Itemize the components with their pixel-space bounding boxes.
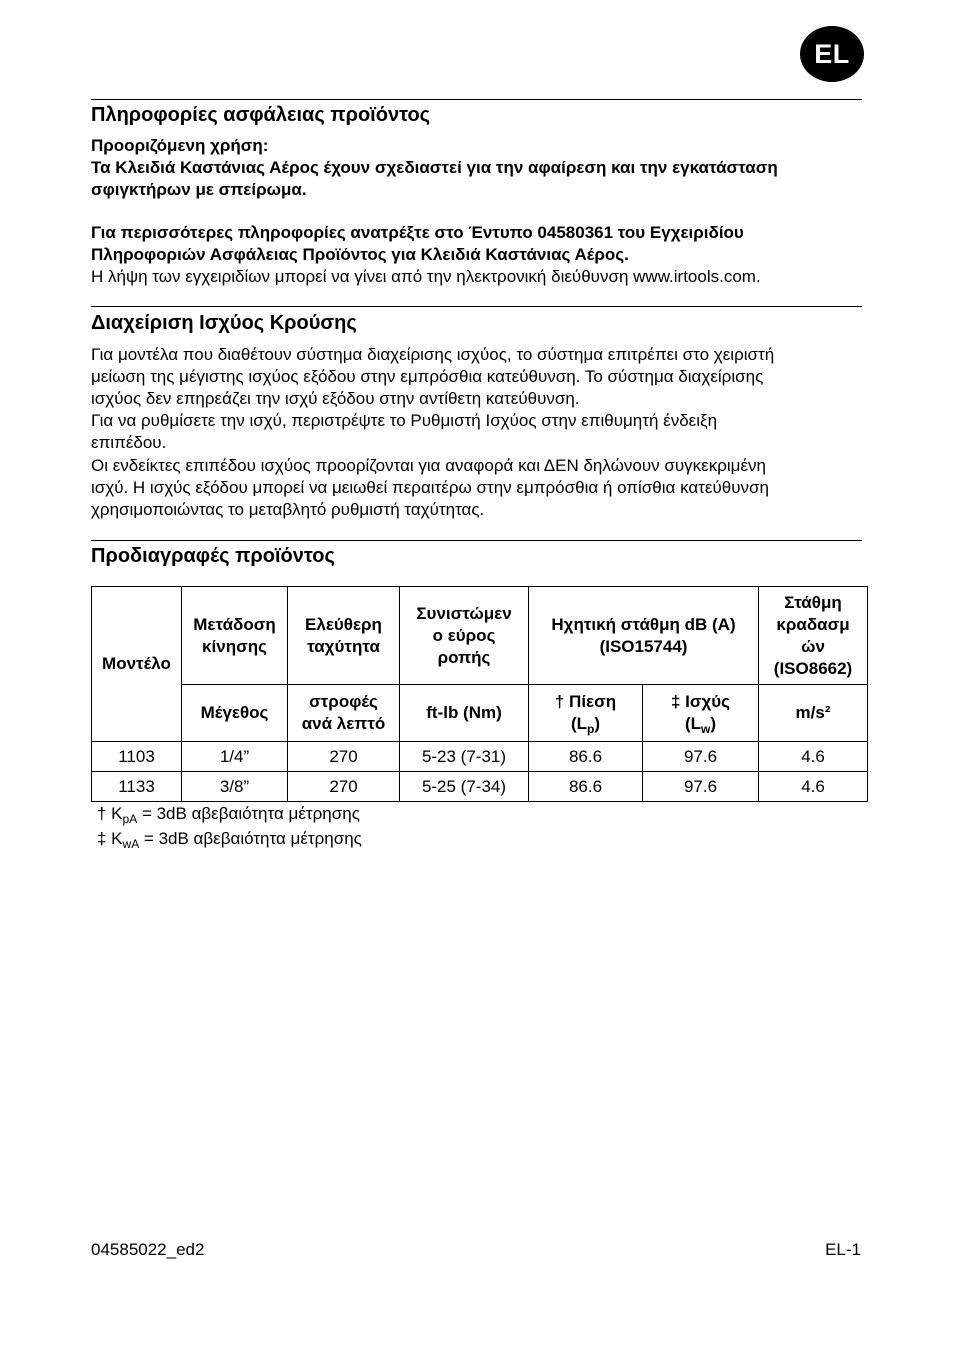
cell-pressure: 86.6 xyxy=(529,742,643,772)
unit-rpm: στροφές ανά λεπτό xyxy=(288,685,400,742)
footnote-power: ‡ $K_{wA} = 3dB$ αβεβαιότητα μέτρησης xyxy=(97,829,362,851)
power-text-line: χρησιμοποιώντας το μεταβλητό ρυθμιστή ταχύτητας. xyxy=(91,500,485,519)
col-header-torque: Συνιστώμεν ο εύρος ροπής xyxy=(400,587,529,685)
table-row xyxy=(92,742,868,772)
unit-vibration: m/s² xyxy=(759,685,868,742)
document-id: 04585022_ed2 xyxy=(91,1240,205,1259)
specs-heading: Προδιαγραφές προϊόντος xyxy=(91,545,335,567)
specs-table xyxy=(91,586,868,802)
cell-power: 97.6 xyxy=(643,772,759,802)
cell-power: 97.6 xyxy=(643,742,759,772)
cell-torque: 5-25 (7-34) xyxy=(400,772,529,802)
unit-pressure: † Πίεση $(L_p)$ xyxy=(529,685,643,742)
power-heading: Διαχείριση Ισχύος Κρούσης xyxy=(91,312,357,334)
page-number: EL-1 xyxy=(825,1240,861,1259)
col-header-model: Μοντέλο xyxy=(92,587,182,742)
cell-model: 1133 xyxy=(92,772,182,802)
section-divider xyxy=(91,540,862,541)
table-header-row xyxy=(92,587,868,685)
section-divider xyxy=(91,306,862,307)
table-units-row xyxy=(92,685,868,742)
cell-pressure: 86.6 xyxy=(529,772,643,802)
power-text-line: ισχύ. Η ισχύς εξόδου μπορεί να μειωθεί περαιτέρω στην εμπρόσθια ή οπίσθια κατεύθυνση xyxy=(91,478,769,497)
table-row xyxy=(92,772,868,802)
power-text-line: επιπέδου. xyxy=(91,433,167,452)
col-header-free-speed: Ελεύθερη ταχύτητα xyxy=(288,587,400,685)
intended-use-line-1: Τα Κλειδιά Καστάνιας Αέρος έχουν σχεδιαστεί για την αφαίρεση και την εγκατάσταση xyxy=(91,158,778,177)
footnote-pressure: † $K_{pA} = 3dB$ αβεβαιότητα μέτρησης xyxy=(97,804,360,826)
col-header-drive: Μετάδοση κίνησης xyxy=(182,587,288,685)
safety-heading: Πληροφορίες ασφάλειας προϊόντος xyxy=(91,104,431,126)
unit-power: ‡ Ισχύς $(L_w)$ xyxy=(643,685,759,742)
cell-torque: 5-23 (7-31) xyxy=(400,742,529,772)
power-text-line: μείωση της μέγιστης ισχύος εξόδου στην εμπρόσθια κατεύθυνση. Το σύστημα διαχείρισης xyxy=(91,367,764,386)
cell-speed: 270 xyxy=(288,772,400,802)
power-text-line: Για μοντέλα που διαθέτουν σύστημα διαχείρισης ισχύος, το σύστημα επιτρέπει στο χειριστή xyxy=(91,345,775,364)
unit-torque: ft-lb (Nm) xyxy=(400,685,529,742)
manual-download-text: Η λήψη των εγχειριδίων μπορεί να γίνει από την ηλεκτρονική διεύθυνση www.irtools.com. xyxy=(91,267,761,286)
unit-size: Μέγεθος xyxy=(182,685,288,742)
cell-speed: 270 xyxy=(288,742,400,772)
power-text-line: Για να ρυθμίσετε την ισχύ, περιστρέψτε το Ρυθμιστή Ισχύος στην επιθυμητή ένδειξη xyxy=(91,411,718,430)
col-header-sound: Ηχητική στάθμη dB (A) (ISO15744) xyxy=(529,587,759,685)
language-badge: EL xyxy=(800,26,864,82)
power-text-line: Οι ενδείκτες επιπέδου ισχύος προορίζονται για αναφορά και ΔΕΝ δηλώνουν συγκεκριμένη xyxy=(91,456,767,475)
cell-vibration: 4.6 xyxy=(759,772,868,802)
col-header-vibration: Στάθμη κραδασμ ών (ISO8662) xyxy=(759,587,868,685)
cell-model: 1103 xyxy=(92,742,182,772)
section-divider xyxy=(91,99,862,100)
cell-vibration: 4.6 xyxy=(759,742,868,772)
intended-use-line-2: σφιγκτήρων με σπείρωμα. xyxy=(91,180,307,199)
intended-use-label: Προοριζόμενη χρήση: xyxy=(91,136,269,155)
cell-drive: 3/8” xyxy=(182,772,288,802)
power-text-line: ισχύος δεν επηρεάζει την ισχύ εξόδου στην αντίθετη κατεύθυνση. xyxy=(91,389,580,408)
cell-drive: 1/4” xyxy=(182,742,288,772)
more-info-line-2: Πληροφοριών Ασφάλειας Προϊόντος για Κλειδιά Καστάνιας Αέρος. xyxy=(91,245,629,264)
more-info-line-1: Για περισσότερες πληροφορίες ανατρέξτε στο Έντυπο 04580361 του Εγχειριδίου xyxy=(91,223,744,242)
